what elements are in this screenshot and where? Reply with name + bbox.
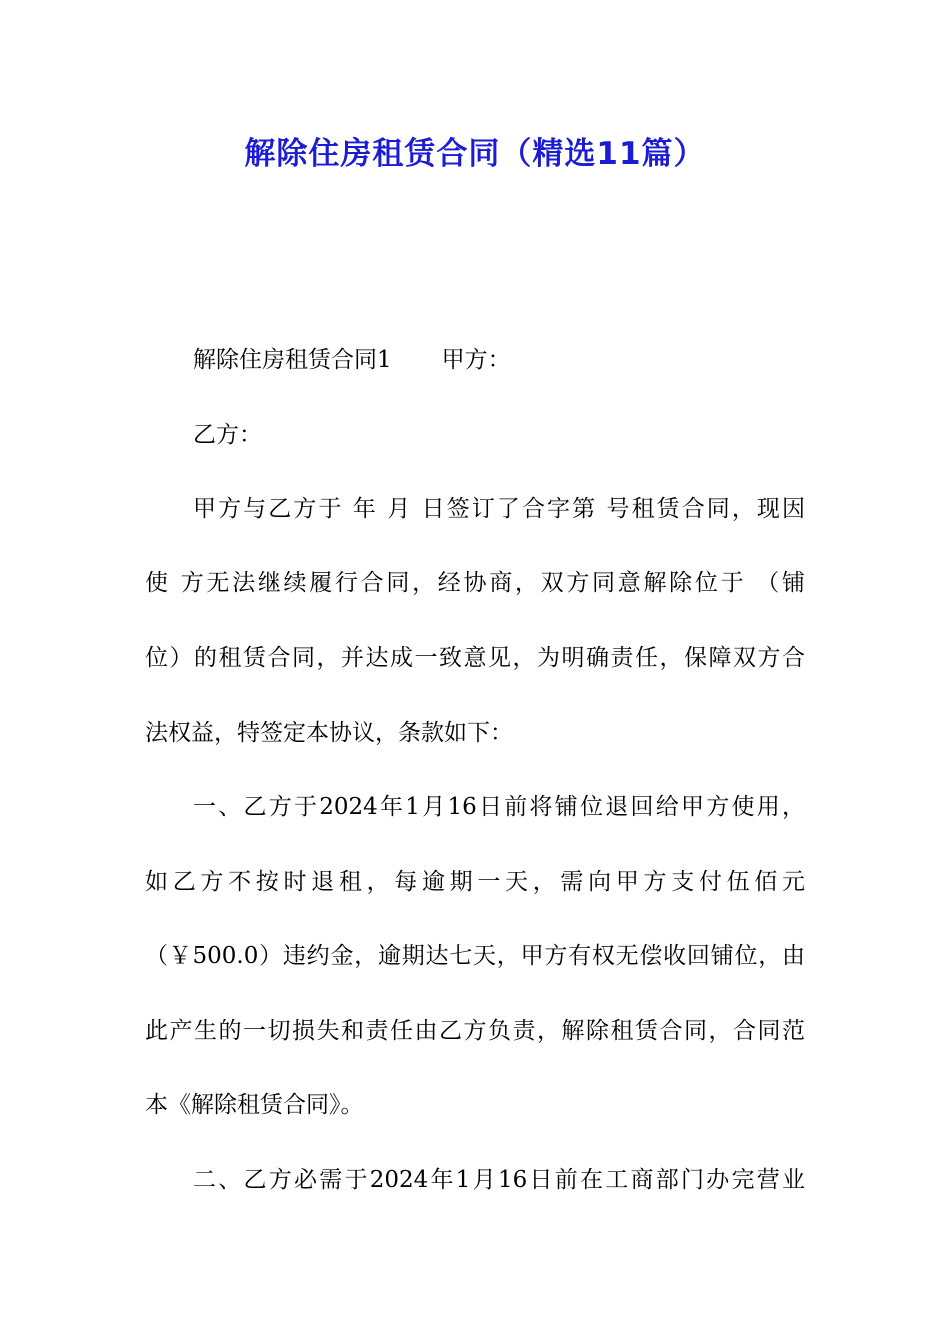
contract-heading (193, 345, 805, 375)
clause-1-line-1: 一、乙方于2024年1月16日前将铺位退回给甲方使用， (193, 794, 805, 820)
intro-line-3: 位）的租赁合同，并达成一致意见，为明确责任，保障双方合 (145, 645, 805, 671)
document-title: 解除住房租赁合同（精选11篇） (244, 136, 706, 172)
party-a-label: 甲方： (441, 347, 511, 373)
intro-line-1: 甲方与乙方于 年 月 日签订了合字第 号租赁合同，现因 (193, 496, 805, 522)
party-b-label: 乙方： (193, 422, 262, 448)
intro-line-4: 法权益，特签定本协议，条款如下： (145, 720, 513, 746)
clause-1-line-3: （￥500.0）违约金，逾期达七天，甲方有权无偿收回铺位，由 (145, 943, 805, 969)
clause-2-line-1: 二、乙方必需于2024年1月16日前在工商部门办完营业 (193, 1167, 805, 1193)
clause-1-line-5: 本《解除租赁合同》。 (145, 1092, 364, 1118)
contract-heading-label: 解除住房租赁合同1 (193, 347, 392, 373)
clause-1-line-2: 如乙方不按时退租，每逾期一天，需向甲方支付伍佰元 (145, 869, 805, 895)
clause-1-line-4: 此产生的一切损失和责任由乙方负责，解除租赁合同，合同范 (145, 1018, 805, 1044)
intro-line-2: 使 方无法继续履行合同，经协商，双方同意解除位于 （铺 (145, 570, 805, 596)
